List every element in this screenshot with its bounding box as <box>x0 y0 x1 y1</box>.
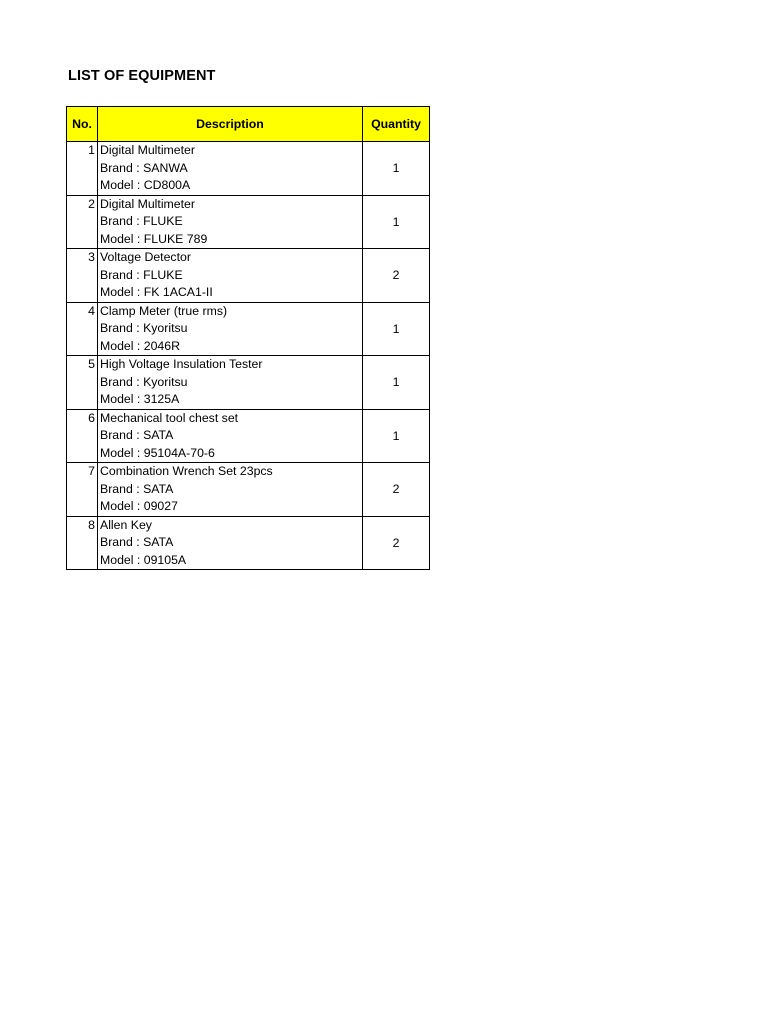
header-description: Description <box>98 107 363 142</box>
header-no: No. <box>67 107 98 142</box>
row-number: 1 <box>67 142 98 196</box>
row-quantity: 1 <box>363 302 430 356</box>
item-name: Clamp Meter (true rms) <box>100 303 228 318</box>
table-row <box>67 249 430 303</box>
item-name: Allen Key <box>100 517 152 532</box>
item-model: Model : 2046R <box>100 338 180 353</box>
row-number: 8 <box>67 516 98 570</box>
table-row <box>67 463 430 517</box>
item-brand: Brand : SATA <box>100 481 174 496</box>
row-number: 3 <box>67 249 98 303</box>
item-name: Combination Wrench Set 23pcs <box>100 464 273 478</box>
equipment-table <box>66 106 430 570</box>
row-quantity: 1 <box>363 142 430 196</box>
table-header-row <box>67 107 430 142</box>
row-description <box>98 463 363 517</box>
row-number: 7 <box>67 463 98 517</box>
item-brand: Brand : SATA <box>100 428 174 442</box>
item-model: Model : CD800A <box>100 178 191 192</box>
item-model: Model : 95104A-70-6 <box>100 445 215 460</box>
table-row <box>67 409 430 463</box>
item-brand: Brand : FLUKE <box>100 267 183 282</box>
item-model: Model : 09105A <box>100 552 187 567</box>
item-brand: Brand : SATA <box>100 535 174 549</box>
row-number: 2 <box>67 195 98 249</box>
item-name: Voltage Detector <box>100 250 191 264</box>
item-brand: Brand : Kyoritsu <box>100 321 188 335</box>
item-model: Model : FLUKE 789 <box>100 231 208 246</box>
item-name: Digital Multimeter <box>100 143 195 157</box>
row-quantity: 2 <box>363 463 430 517</box>
row-description <box>98 142 363 196</box>
row-quantity: 2 <box>363 516 430 570</box>
table-row <box>67 142 430 196</box>
table-row <box>67 195 430 249</box>
row-quantity: 2 <box>363 249 430 303</box>
item-brand: Brand : FLUKE <box>100 214 183 228</box>
table-row <box>67 302 430 356</box>
table-row <box>67 516 430 570</box>
row-description <box>98 195 363 249</box>
row-description <box>98 356 363 410</box>
item-model: Model : FK 1ACA1-II <box>100 285 213 299</box>
item-name: High Voltage Insulation Tester <box>100 357 263 371</box>
row-quantity: 1 <box>363 356 430 410</box>
row-number: 4 <box>67 302 98 356</box>
header-quantity: Quantity <box>363 107 430 142</box>
item-name: Digital Multimeter <box>100 196 195 211</box>
row-quantity: 1 <box>363 195 430 249</box>
item-brand: Brand : Kyoritsu <box>100 374 188 389</box>
row-number: 6 <box>67 409 98 463</box>
row-description <box>98 516 363 570</box>
item-name: Mechanical tool chest set <box>100 410 239 425</box>
table-row <box>67 356 430 410</box>
row-number: 5 <box>67 356 98 410</box>
row-description <box>98 302 363 356</box>
item-brand: Brand : SANWA <box>100 160 188 175</box>
row-quantity: 1 <box>363 409 430 463</box>
item-model: Model : 09027 <box>100 499 178 513</box>
row-description <box>98 409 363 463</box>
page-title: LIST OF EQUIPMENT <box>68 68 216 84</box>
item-model: Model : 3125A <box>100 392 180 406</box>
row-description <box>98 249 363 303</box>
